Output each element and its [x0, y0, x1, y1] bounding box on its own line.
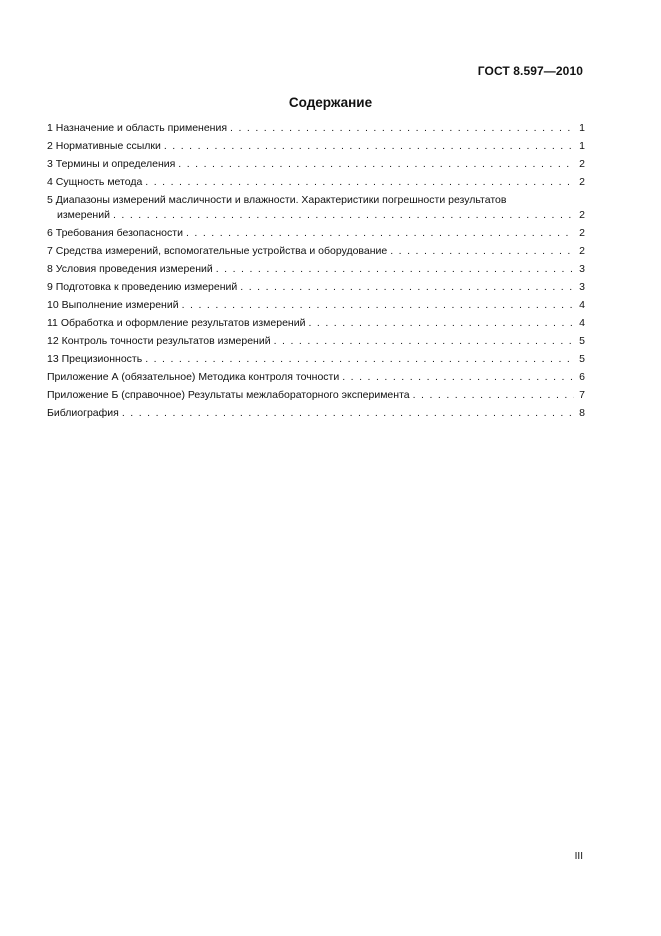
toc-entry-page: 1 [579, 122, 585, 134]
table-of-contents [47, 121, 585, 424]
toc-entry-8[interactable] [47, 262, 585, 277]
dot-leader [122, 406, 574, 421]
toc-entry-10[interactable] [47, 298, 585, 313]
toc-entry-page: 2 [579, 176, 585, 188]
toc-entry-3[interactable] [47, 157, 585, 172]
toc-entry-page: 1 [579, 140, 585, 152]
dot-leader [308, 316, 574, 331]
document-code: ГОСТ 8.597—2010 [477, 64, 583, 78]
dot-leader [182, 298, 574, 313]
toc-entry-appendix-a[interactable] [47, 370, 585, 385]
toc-entry-label-line2: измерений [57, 209, 110, 221]
toc-entry-13[interactable] [47, 352, 585, 367]
toc-entry-bibliography[interactable] [47, 406, 585, 421]
dot-leader [113, 208, 574, 223]
toc-entry-5[interactable] [47, 193, 585, 223]
dot-leader [230, 121, 574, 136]
toc-entry-1[interactable] [47, 121, 585, 136]
toc-entry-page: 3 [579, 281, 585, 293]
dot-leader [413, 388, 574, 403]
dot-leader [145, 352, 574, 367]
toc-entry-appendix-b[interactable] [47, 388, 585, 403]
toc-entry-label: 3 Термины и определения [47, 158, 176, 170]
toc-entry-label: 11 Обработка и оформление результатов измерений [47, 317, 306, 329]
toc-entry-label: 7 Средства измерений, вспомогательные устройства и оборудование [47, 245, 388, 257]
toc-entry-label: 2 Нормативные ссылки [47, 140, 161, 152]
toc-entry-page: 7 [579, 389, 585, 401]
dot-leader [390, 244, 574, 259]
toc-entry-label: Приложение Б (справочное) Результаты межлабораторного эксперимента [47, 389, 410, 401]
dot-leader [178, 157, 574, 172]
toc-entry-label: 9 Подготовка к проведению измерений [47, 281, 238, 293]
toc-entry-label: 13 Прецизионность [47, 353, 143, 365]
toc-entry-label: 1 Назначение и область применения [47, 122, 228, 134]
toc-entry-11[interactable] [47, 316, 585, 331]
toc-entry-9[interactable] [47, 280, 585, 295]
toc-title: Содержание [288, 95, 373, 110]
dot-leader [164, 139, 574, 154]
toc-entry-page: 4 [579, 299, 585, 311]
toc-entry-4[interactable] [47, 175, 585, 190]
toc-entry-label: Библиография [47, 407, 119, 419]
dot-leader [240, 280, 574, 295]
toc-entry-page: 2 [579, 245, 585, 257]
toc-entry-6[interactable] [47, 226, 585, 241]
dot-leader [274, 334, 574, 349]
toc-entry-page: 2 [579, 227, 585, 239]
dot-leader [186, 226, 574, 241]
toc-entry-page: 5 [579, 335, 585, 347]
toc-entry-page: 2 [579, 158, 585, 170]
toc-entry-label: 6 Требования безопасности [47, 227, 183, 239]
dot-leader [145, 175, 574, 190]
page-number: III [574, 851, 583, 862]
toc-entry-label: 12 Контроль точности результатов измерений [47, 335, 271, 347]
toc-entry-page: 6 [579, 371, 585, 383]
toc-entry-page: 8 [579, 407, 585, 419]
dot-leader [216, 262, 574, 277]
toc-entry-label: Приложение А (обязательное) Методика контроля точности [47, 371, 340, 383]
toc-entry-label: 4 Сущность метода [47, 176, 143, 188]
toc-entry-7[interactable] [47, 244, 585, 259]
toc-entry-page: 5 [579, 353, 585, 365]
toc-entry-label: 10 Выполнение измерений [47, 299, 179, 311]
toc-entry-label: 8 Условия проведения измерений [47, 263, 213, 275]
toc-entry-2[interactable] [47, 139, 585, 154]
toc-entry-page: 3 [579, 263, 585, 275]
toc-entry-page: 4 [579, 317, 585, 329]
toc-entry-12[interactable] [47, 334, 585, 349]
toc-entry-page: 2 [579, 209, 585, 221]
toc-entry-label-line1: 5 Диапазоны измерений масличности и влажности. Характеристики погрешности результатов [47, 194, 507, 206]
dot-leader [342, 370, 574, 385]
